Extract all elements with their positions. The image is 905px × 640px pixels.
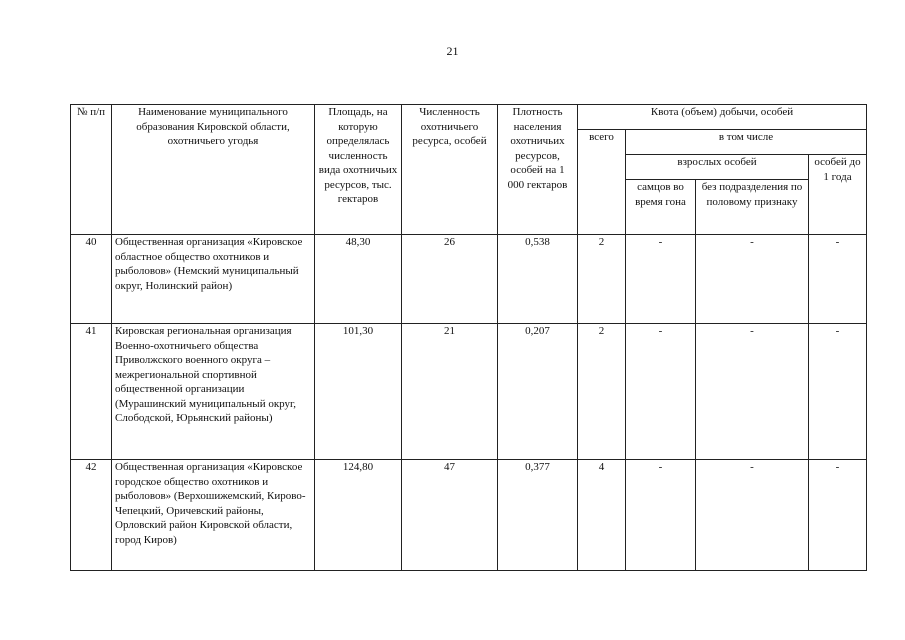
row-males-rut: - [626,235,696,324]
table-row [71,460,867,571]
header-under-one: особей до 1 года [809,155,867,235]
header-quota: Квота (объем) добычи, особей [578,105,867,130]
row-name: Кировская региональная организация Военно-охотничьего общества Приволжского военного округа – межрегиональной спортивной общественной организации (Мурашинский муниципальный округ, Слободской, Юрьянский районы) [112,324,315,460]
row-num: 41 [71,324,112,460]
header-num: № п/п [71,105,112,235]
page-number: 21 [446,44,459,58]
row-name: Общественная организация «Кировское городское общество охотников и рыболовов» (Верхошижемский, Кирово-Чепецкий, Оричевский районы, Орловский район Кировской области, город Киров) [112,460,315,571]
row-under-one: - [809,324,867,460]
header-including: в том числе [626,130,867,155]
row-total: 2 [578,324,626,460]
row-num: 42 [71,460,112,571]
row-count: 47 [402,460,498,571]
header-density: Плотность населения охотничьих ресурсов, особей на 1 000 гектаров [498,105,578,235]
row-density: 0,207 [498,324,578,460]
row-area: 48,30 [315,235,402,324]
row-name: Общественная организация «Кировское областное общество охотников и рыболовов» (Немский муниципальный округ, Нолинский район) [112,235,315,324]
row-area: 101,30 [315,324,402,460]
row-area: 124,80 [315,460,402,571]
row-no-sex-split: - [696,460,809,571]
hunting-quota-table [70,104,867,571]
table-row [71,324,867,460]
header-no-sex-split: без подразделения по половому признаку [696,180,809,235]
header-name: Наименование муниципального образования Кировской области, охотничьего угодья [112,105,315,235]
row-under-one: - [809,235,867,324]
row-count: 26 [402,235,498,324]
table-row [71,235,867,324]
header-count: Численность охотничьего ресурса, особей [402,105,498,235]
header-area: Площадь, на которую определялась численность вида охотничьих ресурсов, тыс. гектаров [315,105,402,235]
row-total: 2 [578,235,626,324]
row-density: 0,377 [498,460,578,571]
row-density: 0,538 [498,235,578,324]
row-males-rut: - [626,460,696,571]
row-count: 21 [402,324,498,460]
row-total: 4 [578,460,626,571]
row-no-sex-split: - [696,324,809,460]
row-num: 40 [71,235,112,324]
row-no-sex-split: - [696,235,809,324]
header-adults: взрослых особей [626,155,809,180]
row-males-rut: - [626,324,696,460]
header-total: всего [578,130,626,235]
row-under-one: - [809,460,867,571]
header-males-rut: самцов во время гона [626,180,696,235]
